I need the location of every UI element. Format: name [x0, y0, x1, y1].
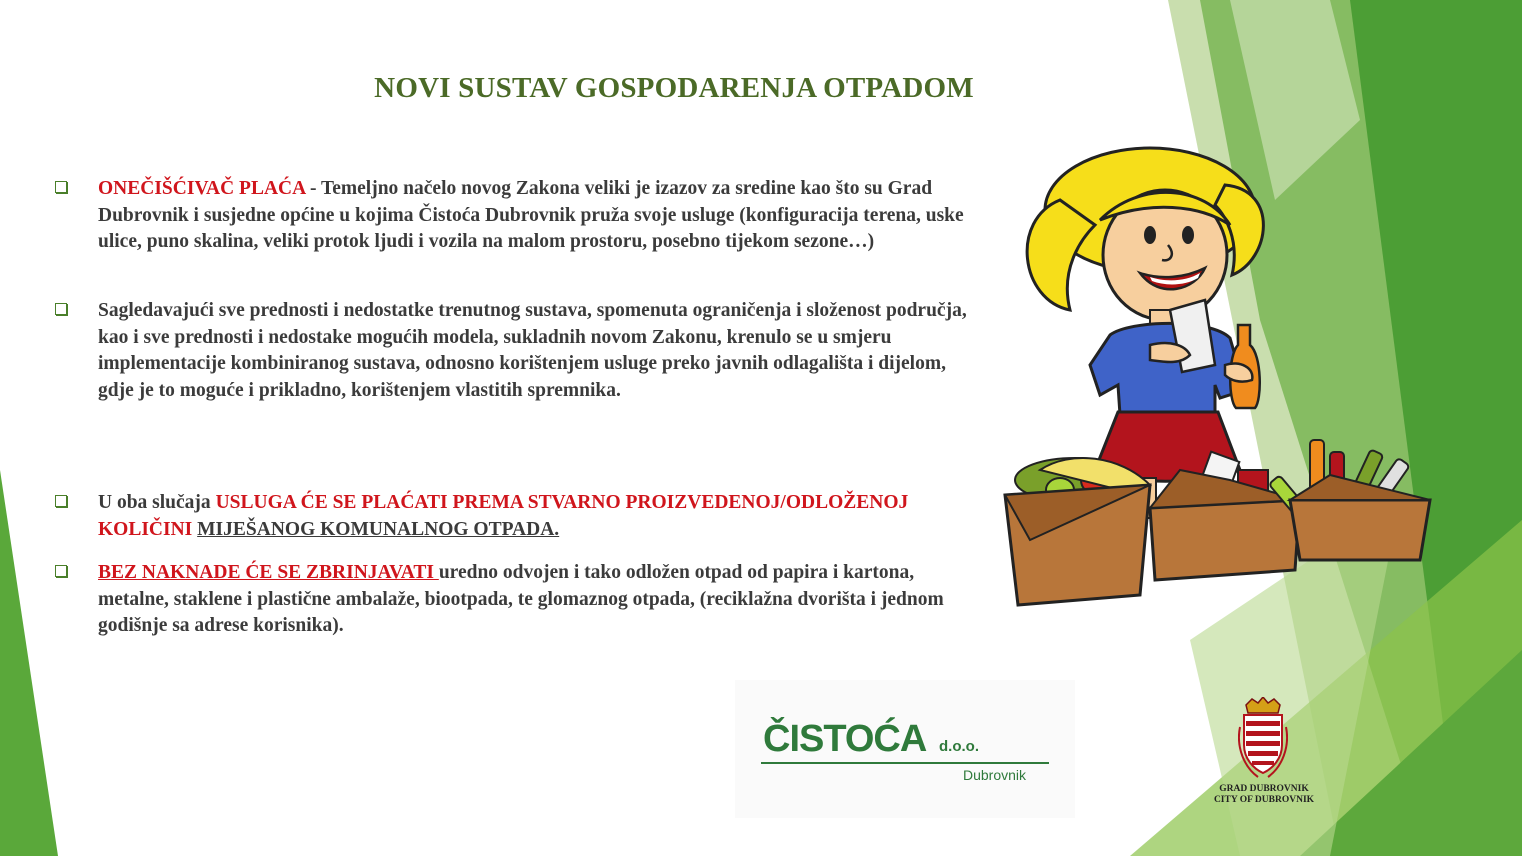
checkbox-bullet-icon — [55, 495, 67, 507]
bullet-text — [98, 490, 980, 543]
bullet-free-disposal — [55, 560, 980, 640]
cistoca-logo — [735, 680, 1075, 818]
city-crest-caption — [1190, 784, 1338, 806]
bullet-prefix: U oba slučaja — [98, 492, 216, 513]
logo-suffix: d.o.o. — [939, 738, 979, 755]
logo-city: Dubrovnik — [963, 767, 1027, 783]
checkbox-bullet-icon — [55, 565, 67, 577]
logo-name: ČISTOĆA — [763, 718, 927, 760]
logo-divider — [761, 762, 1049, 764]
bullet-combined-system — [55, 298, 980, 404]
slide-title: NOVI SUSTAV GOSPODARENJA OTPADOM — [374, 72, 974, 104]
girl-recycling-illustration — [1000, 140, 1440, 620]
checkbox-bullet-icon — [55, 303, 67, 315]
bullet-text — [98, 176, 980, 256]
bullet-lead: ONEČIŠĆIVAČ PLAĆA — [98, 178, 306, 199]
bullet-underlined-text: MIJEŠANOG KOMUNALNOG OTPADA. — [197, 518, 560, 540]
bullet-text — [98, 560, 980, 640]
crest-line-1: GRAD DUBROVNIK — [1219, 784, 1309, 794]
checkbox-bullet-icon — [55, 181, 67, 193]
bullet-body: - Temeljno načelo novog Zakona veliki je izazov za sredine kao što su Grad Dubrovnik i susjedne općine u kojima Čistoća Dubrovnik pruža svoje usluge (konfiguracija terena, uske ulice, puno skalina, veliki protok ljudi i vozila na malom prostoru, posebno tijekom sezone…) — [98, 178, 964, 253]
dubrovnik-crest-icon — [1238, 697, 1288, 781]
bullet-red-text: USLUGA ĆE SE PLAĆATI PREMA STVARNO PROIZVEDENOJ/ODLOŽENOJ KOLIČINI — [98, 492, 909, 540]
bullet-red-underlined: BEZ NAKNADE ĆE SE ZBRINJAVATI — [98, 562, 439, 583]
crest-line-2: CITY OF DUBROVNIK — [1213, 795, 1315, 805]
bullet-body: uredno odvojen i tako odložen otpad od papira i kartona, metalne, staklene i plastične ambalaže, biootpada, te glomaznog otpada, (reciklažna dvorišta i jednom godišnje sa adrese korisnika). — [98, 562, 944, 637]
bullet-pay-per-quantity — [55, 490, 980, 543]
bullet-text: Sagledavajući sve prednosti i nedostatke trenutnog sustava, spomenuta ograničenja i složenost područja, kao i sve prednosti i nedostake mogućih modela, sukladnih novom Zakonu, krenulo se u smjeru implementacije kombiniranog sustava, odnosno korištenjem usluge preko javnih odlagališta i dijelom, gdje je to moguće i prikladno, korištenjem vlastitih spremnika. — [98, 300, 967, 401]
bullet-polluter-pays — [55, 176, 980, 256]
